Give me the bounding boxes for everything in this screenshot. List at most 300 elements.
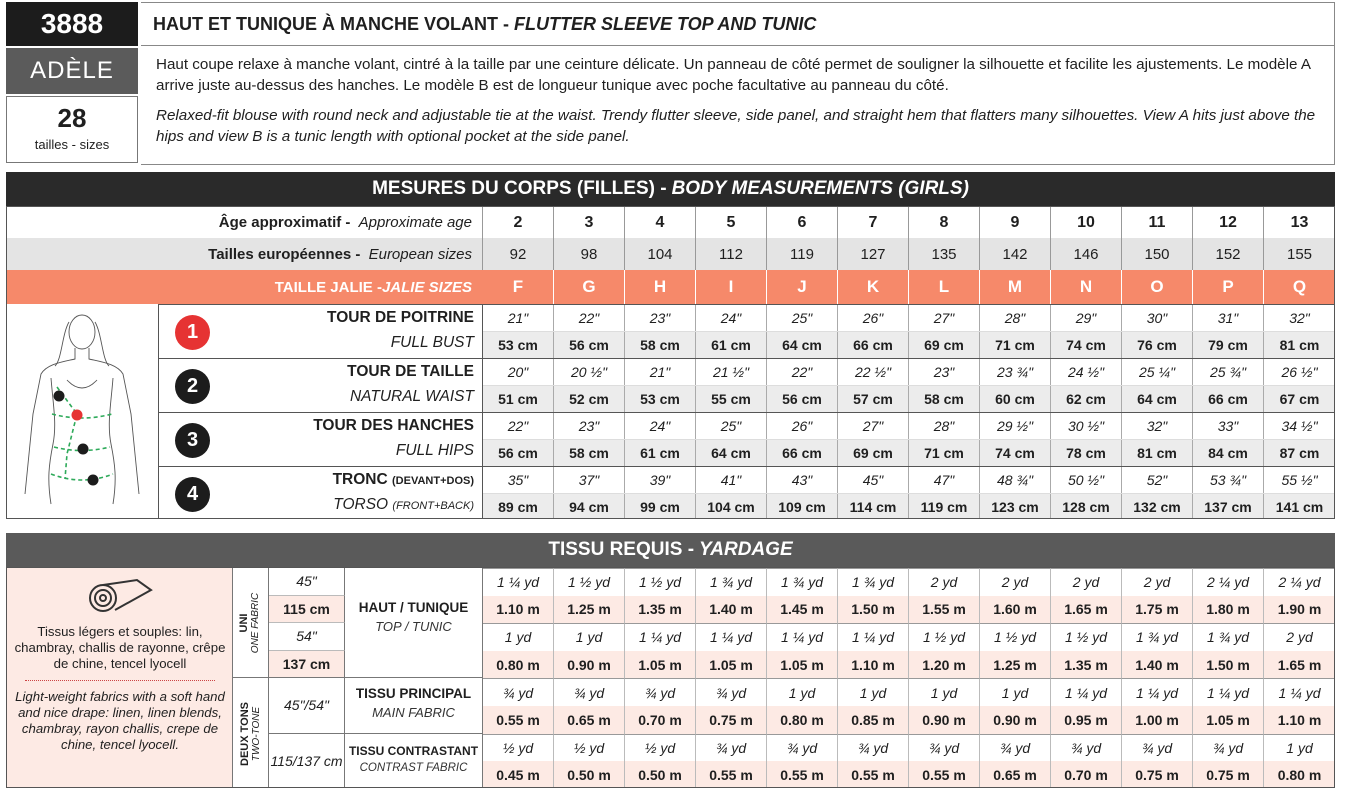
fabrics-fr: Tissus légers et souples: lin, chambray, challis de rayonne, crêpe de chine, tencel lyocell	[14, 624, 226, 671]
inches-row	[483, 359, 1335, 385]
yardage-yd-value: 1 yd	[767, 678, 838, 706]
jalie-size-cell: L	[909, 270, 980, 304]
yardage-yd-row	[483, 568, 1335, 596]
yardage-yd-value: 1 ½ yd	[625, 568, 696, 596]
width-115cm: 115 cm	[269, 596, 345, 624]
cm-value: 119 cm	[909, 494, 980, 519]
inch-value: 21"	[483, 305, 554, 331]
cm-value: 114 cm	[838, 494, 909, 519]
yardage-title-fr: TISSU REQUIS -	[548, 539, 695, 560]
yardage-m-value: 1.40 m	[696, 596, 767, 624]
eu-size-cell: 150	[1122, 238, 1193, 270]
cm-value: 56 cm	[483, 440, 554, 466]
measurement-name-fr	[313, 417, 474, 435]
yardage-yd-value: 1 ¼ yd	[696, 623, 767, 651]
jalie-size-cell: M	[980, 270, 1051, 304]
two-tone-fr: DEUX TONS	[238, 701, 251, 766]
inch-value: 25 ¼"	[1122, 359, 1193, 385]
yardage-m-value: 0.75 m	[696, 706, 767, 734]
inches-row	[483, 467, 1335, 493]
description-fr: Haut coupe relaxe à manche volant, cintré à la taille par une ceinture délicate. Un panneau de côté permet de souligner la silhouette et facilite les ajustements. Le modèle A arrive juste au-dessus des hanches. Le modèle B est de longueur tunique avec poche facultative au panneau du côté.	[156, 56, 1311, 94]
measurement-name-fr-note: (DEVANT+DOS)	[392, 475, 474, 487]
cm-value: 61 cm	[696, 332, 767, 358]
yardage-m-value: 1.50 m	[838, 596, 909, 624]
yardage-yd-value: 1 ¾ yd	[696, 568, 767, 596]
yardage-yd-value: 1 yd	[554, 623, 625, 651]
yardage-yd-value: ¾ yd	[1051, 734, 1122, 762]
garment-top-tunic	[345, 568, 483, 678]
jalie-size-cell: Q	[1292, 277, 1307, 296]
cm-value: 94 cm	[554, 494, 625, 519]
cm-value: 62 cm	[1051, 386, 1122, 412]
jalie-size-cell: G	[554, 270, 625, 304]
yardage-yd-value: 1 yd	[980, 678, 1051, 706]
measurement-name-en-text: NATURAL WAIST	[349, 388, 474, 405]
cm-row	[483, 331, 1335, 358]
measurement-block	[159, 412, 1335, 466]
yardage-yd-value: 1 ¾ yd	[838, 568, 909, 596]
cm-value: 60 cm	[980, 386, 1051, 412]
one-fabric-label	[233, 568, 269, 678]
cm-value: 76 cm	[1122, 332, 1193, 358]
measurement-number-badge: 4	[175, 477, 210, 512]
measurement-name-fr-text: TOUR DE TAILLE	[347, 363, 474, 380]
inch-value: 45"	[838, 467, 909, 493]
inch-value: 47"	[909, 467, 980, 493]
measurement-values	[483, 413, 1335, 466]
yardage-m-value: 1.35 m	[625, 596, 696, 624]
yardage-yd-value: ½ yd	[483, 734, 554, 762]
width-54in: 54"	[269, 623, 345, 651]
jalie-label-en: JALIE SIZES	[381, 278, 472, 296]
yardage-yd-value: 1 ¼ yd	[625, 623, 696, 651]
inch-value: 33"	[1193, 413, 1264, 439]
fabrics-en: Light-weight fabrics with a soft hand and nice drape: linen, linen blends, chambray, rayon challis, crepe de chine, tencel lyocell.	[15, 689, 225, 752]
yardage-m-value: 0.45 m	[483, 761, 554, 788]
eu-sizes-row	[7, 238, 1335, 270]
inch-value: 41"	[696, 467, 767, 493]
yardage-yd-row	[483, 734, 1335, 762]
yardage-m-value: 1.05 m	[625, 651, 696, 679]
inch-value: 30"	[1122, 305, 1193, 331]
jalie-size-cell: N	[1051, 270, 1122, 304]
width-45in: 45"	[269, 568, 345, 596]
eu-size-cell: 142	[980, 238, 1051, 270]
yardage-m-value: 0.65 m	[980, 761, 1051, 788]
yardage-yd-value: ½ yd	[625, 734, 696, 762]
cm-value: 69 cm	[909, 332, 980, 358]
age-cell: 3	[554, 207, 625, 238]
measurement-values	[483, 359, 1335, 412]
cm-value: 61 cm	[625, 440, 696, 466]
inch-value: 24 ½"	[1051, 359, 1122, 385]
measurement-name-fr-text: TOUR DE POITRINE	[327, 309, 474, 326]
yardage-yd-value: ¾ yd	[554, 678, 625, 706]
jalie-size-cell: F	[483, 270, 554, 304]
yardage-m-value: 1.45 m	[767, 596, 838, 624]
yardage-m-value: 1.60 m	[980, 596, 1051, 624]
yardage-m-value: 0.80 m	[483, 651, 554, 679]
cm-value: 66 cm	[767, 440, 838, 466]
cm-value: 137 cm	[1193, 494, 1264, 519]
cm-value: 132 cm	[1122, 494, 1193, 519]
jalie-sizes-row	[7, 270, 1335, 304]
yardage-m-value: 0.85 m	[838, 706, 909, 734]
cm-value: 109 cm	[767, 494, 838, 519]
age-cell: 9	[980, 207, 1051, 238]
garment-top-fr: HAUT / TUNIQUE	[358, 600, 469, 615]
yardage-m-value: 0.55 m	[767, 761, 838, 788]
age-cell: 4	[625, 207, 696, 238]
yardage-m-value: 1.65 m	[1051, 596, 1122, 624]
yardage-yd-value: 2 yd	[1051, 568, 1122, 596]
measurements-title-en: BODY MEASUREMENTS (GIRLS)	[671, 178, 969, 199]
yardage-yd-value: 2 yd	[909, 568, 980, 596]
cm-row	[483, 439, 1335, 466]
inch-value: 25"	[696, 413, 767, 439]
measurement-number-badge: 2	[175, 369, 210, 404]
yardage-m-value: 0.55 m	[909, 761, 980, 788]
cm-value: 66 cm	[838, 332, 909, 358]
yardage-yd-value: 1 ¼ yd	[1193, 678, 1264, 706]
inch-value: 43"	[767, 467, 838, 493]
yardage-m-value: 1.25 m	[980, 651, 1051, 679]
eu-size-cell: 119	[767, 238, 838, 270]
yardage-m-value: 1.10 m	[838, 651, 909, 679]
yardage-m-value: 1.20 m	[909, 651, 980, 679]
yardage-m-value: 1.80 m	[1193, 596, 1264, 624]
yardage-m-value: 1.05 m	[696, 651, 767, 679]
yardage-yd-value: 1 ½ yd	[554, 568, 625, 596]
yardage-m-value: 0.90 m	[980, 706, 1051, 734]
yardage-m-value: 0.90 m	[909, 706, 980, 734]
cm-row	[483, 385, 1335, 412]
cm-value: 55 cm	[696, 386, 767, 412]
age-cell: 8	[909, 207, 980, 238]
cm-value: 123 cm	[980, 494, 1051, 519]
yardage-yd-value: 1 ¼ yd	[767, 623, 838, 651]
sizes-count: 28	[57, 103, 87, 133]
inch-value: 34 ½"	[1281, 418, 1318, 435]
inch-value: 50 ½"	[1051, 467, 1122, 493]
cm-value: 58 cm	[625, 332, 696, 358]
measurement-name-fr	[333, 471, 474, 489]
yardage-yd-value: 1 ¾ yd	[767, 568, 838, 596]
eu-label	[7, 238, 483, 270]
yardage-m-value: 1.05 m	[1193, 706, 1264, 734]
inch-value: 20 ½"	[554, 359, 625, 385]
cm-row	[483, 493, 1335, 519]
main-fabric-en: MAIN FABRIC	[372, 705, 455, 721]
inch-value: 23"	[909, 359, 980, 385]
inch-value: 20"	[483, 359, 554, 385]
jalie-size-cell: J	[767, 270, 838, 304]
cm-value: 58 cm	[909, 386, 980, 412]
inch-value: 25 ¾"	[1193, 359, 1264, 385]
cm-value: 74 cm	[1051, 332, 1122, 358]
inch-value: 48 ¾"	[980, 467, 1051, 493]
two-tone-label	[233, 678, 269, 788]
one-fabric-fr: UNI	[238, 613, 251, 632]
eu-size-cell: 98	[554, 238, 625, 270]
yardage-m-row	[483, 596, 1335, 624]
width-137cm: 137 cm	[269, 651, 345, 679]
cm-value: 66 cm	[1193, 386, 1264, 412]
yardage-yd-value: ¾ yd	[625, 678, 696, 706]
inch-value: 22"	[483, 413, 554, 439]
inch-value: 37"	[554, 467, 625, 493]
yardage-yd-value: 1 ¼ yd	[1051, 678, 1122, 706]
measurement-name-fr	[347, 363, 474, 381]
yardage-m-value: 0.70 m	[1051, 761, 1122, 788]
yardage-m-value: 1.50 m	[1193, 651, 1264, 679]
age-label-en: Approximate age	[358, 214, 472, 231]
yardage-yd-value: ½ yd	[554, 734, 625, 762]
yardage-yd-row	[483, 678, 1335, 706]
age-cell: 13	[1290, 213, 1309, 231]
cm-value: 104 cm	[696, 494, 767, 519]
eu-label-en: European sizes	[368, 245, 472, 263]
measurement-name-en-text: FULL HIPS	[395, 442, 474, 459]
inch-value: 23"	[625, 305, 696, 331]
cm-value: 84 cm	[1193, 440, 1264, 466]
yardage-m-value: 1.90 m	[1277, 601, 1322, 618]
title-fr: HAUT ET TUNIQUE À MANCHE VOLANT -	[153, 13, 509, 34]
jalie-size-cell: K	[838, 270, 909, 304]
description	[141, 46, 1335, 165]
inch-value: 32"	[1122, 413, 1193, 439]
cm-value: 64 cm	[1122, 386, 1193, 412]
eu-size-cell: 135	[909, 238, 980, 270]
yardage-yd-value: 1 ¼ yd	[1264, 678, 1335, 706]
eu-size-cell: 155	[1286, 245, 1313, 263]
sizes-box	[6, 96, 138, 163]
inch-value: 21 ½"	[696, 359, 767, 385]
garment-main-fabric	[345, 678, 483, 733]
inch-value: 23 ¾"	[980, 359, 1051, 385]
yardage-m-value: 1.10 m	[483, 596, 554, 624]
body-figure-illustration	[7, 304, 157, 518]
yardage-m-row	[483, 761, 1335, 788]
inch-value: 28"	[980, 305, 1051, 331]
yardage-yd-value: 2 yd	[1264, 623, 1335, 651]
yardage-m-value: 1.05 m	[767, 651, 838, 679]
yardage-yd-value: 1 ½ yd	[980, 623, 1051, 651]
main-fabric-fr: TISSU PRINCIPAL	[355, 686, 472, 702]
age-label	[7, 207, 483, 238]
body-figure	[7, 304, 159, 519]
yardage-m-value: 0.50 m	[625, 761, 696, 788]
eu-size-cell: 104	[625, 238, 696, 270]
yardage-yd-value: 1 ¼ yd	[1122, 678, 1193, 706]
cm-value: 56 cm	[767, 386, 838, 412]
cm-value: 69 cm	[838, 440, 909, 466]
width-115-137cm: 115/137 cm	[269, 734, 345, 788]
yardage-title	[6, 533, 1335, 567]
inch-value: 23"	[554, 413, 625, 439]
inch-value: 29 ½"	[980, 413, 1051, 439]
yardage-yd-value: 1 yd	[1264, 734, 1335, 762]
inches-row	[483, 413, 1335, 439]
inch-value: 35"	[483, 467, 554, 493]
cm-value: 79 cm	[1193, 332, 1264, 358]
contrast-fabric-fr: TISSU CONTRASTANT	[348, 743, 479, 758]
yardage-m-value: 1.55 m	[909, 596, 980, 624]
measurements-title-fr: MESURES DU CORPS (FILLES) -	[372, 178, 667, 199]
yardage-yd-row	[483, 623, 1335, 651]
yardage-m-value: 0.55 m	[696, 761, 767, 788]
measurement-name-en	[333, 496, 474, 514]
yardage-yd-value: 1 ¼ yd	[483, 568, 554, 596]
cm-value: 67 cm	[1279, 391, 1320, 408]
measurements-title	[6, 172, 1335, 206]
yardage-m-row	[483, 706, 1335, 734]
age-cell: 12	[1193, 207, 1264, 238]
fabric-roll-icon	[85, 576, 155, 616]
yardage-m-value: 0.70 m	[625, 706, 696, 734]
yardage-yd-value: 1 ½ yd	[909, 623, 980, 651]
cm-value: 71 cm	[980, 332, 1051, 358]
inch-value: 53 ¾"	[1193, 467, 1264, 493]
yardage-m-value: 0.55 m	[483, 706, 554, 734]
yardage-m-value: 1.65 m	[1277, 656, 1322, 673]
age-cell: 10	[1051, 207, 1122, 238]
title-en: FLUTTER SLEEVE TOP AND TUNIC	[513, 13, 817, 34]
inch-value: 52"	[1122, 467, 1193, 493]
inch-value: 22"	[554, 305, 625, 331]
inch-value: 27"	[838, 413, 909, 439]
cm-value: 64 cm	[767, 332, 838, 358]
yardage-yd-value: ¾ yd	[696, 678, 767, 706]
cm-value: 53 cm	[483, 332, 554, 358]
cm-value: 52 cm	[554, 386, 625, 412]
cm-value: 81 cm	[1122, 440, 1193, 466]
inch-value: 39"	[625, 467, 696, 493]
inch-value: 21"	[625, 359, 696, 385]
measurement-name-fr-text: TOUR DES HANCHES	[313, 417, 474, 434]
eu-size-cell: 146	[1051, 238, 1122, 270]
inch-value: 28"	[909, 413, 980, 439]
measurement-block	[159, 304, 1335, 358]
yardage-yd-value: 1 yd	[483, 623, 554, 651]
yardage-m-value: 1.35 m	[1051, 651, 1122, 679]
yardage-title-en: YARDAGE	[699, 539, 793, 560]
eu-size-cell: 112	[696, 238, 767, 270]
measurement-label	[159, 413, 483, 466]
yardage-m-value: 0.55 m	[838, 761, 909, 788]
fabric-recommendation	[7, 568, 233, 788]
yardage-m-value: 0.95 m	[1051, 706, 1122, 734]
yardage-m-value: 1.00 m	[1122, 706, 1193, 734]
cm-value: 74 cm	[980, 440, 1051, 466]
inch-value: 22"	[767, 359, 838, 385]
yardage-m-value: 0.80 m	[1277, 766, 1322, 783]
yardage-yd-value: 1 ½ yd	[1051, 623, 1122, 651]
jalie-label	[7, 270, 483, 304]
inch-value: 31"	[1193, 305, 1264, 331]
yardage-yd-value: ¾ yd	[767, 734, 838, 762]
yardage-m-value: 0.65 m	[554, 706, 625, 734]
cm-value: 99 cm	[625, 494, 696, 519]
yardage-yd-value: 2 yd	[1122, 568, 1193, 596]
yardage-table	[6, 567, 1335, 788]
cm-value: 87 cm	[1279, 445, 1320, 462]
measurement-values	[483, 305, 1335, 358]
eu-size-cell: 152	[1193, 238, 1264, 270]
measurement-number-badge: 1	[175, 315, 210, 350]
cm-value: 81 cm	[1279, 337, 1320, 354]
cm-value: 141 cm	[1275, 499, 1324, 516]
yardage-values	[483, 568, 1335, 788]
inch-value: 26"	[838, 305, 909, 331]
measurement-label	[159, 359, 483, 412]
yardage-yd-value: ¾ yd	[909, 734, 980, 762]
age-cell: 5	[696, 207, 767, 238]
measurement-name-en	[396, 442, 474, 460]
inch-value: 24"	[625, 413, 696, 439]
yardage-m-value: 0.75 m	[1122, 761, 1193, 788]
measurement-values	[483, 467, 1335, 519]
one-fabric-en: ONE FABRIC	[250, 592, 262, 653]
cm-value: 53 cm	[625, 386, 696, 412]
yardage-m-value: 0.80 m	[767, 706, 838, 734]
inch-value: 26 ½"	[1281, 364, 1318, 381]
yardage-m-value: 1.10 m	[1277, 711, 1322, 728]
yardage-yd-value: 1 ¾ yd	[1122, 623, 1193, 651]
inch-value: 30 ½"	[1051, 413, 1122, 439]
inch-value: 26"	[767, 413, 838, 439]
jalie-size-cell: I	[696, 270, 767, 304]
age-label-fr: Âge approximatif -	[218, 214, 355, 231]
measurement-name-en-note: (FRONT+BACK)	[392, 500, 474, 512]
garment-contrast-fabric	[345, 734, 483, 788]
measurement-number-badge: 3	[175, 423, 210, 458]
yardage-yd-value: 1 ¾ yd	[1193, 623, 1264, 651]
inches-row	[483, 305, 1335, 331]
yardage-m-value: 0.90 m	[554, 651, 625, 679]
inch-value: 27"	[909, 305, 980, 331]
age-cell: 2	[483, 207, 554, 238]
yardage-yd-value: ¾ yd	[1122, 734, 1193, 762]
age-cell: 11	[1122, 207, 1193, 238]
yardage-yd-value: 2 ¼ yd	[1193, 568, 1264, 596]
measurement-label	[159, 305, 483, 358]
cm-value: 71 cm	[909, 440, 980, 466]
eu-size-cell: 92	[483, 238, 554, 270]
inch-value: 55 ½"	[1281, 472, 1318, 489]
measurement-name-fr-text: TRONC	[332, 471, 392, 488]
yardage-m-value: 1.40 m	[1122, 651, 1193, 679]
age-cell: 6	[767, 207, 838, 238]
yardage-yd-value: 1 yd	[909, 678, 980, 706]
pattern-title	[141, 2, 1335, 46]
width-45-54in: 45"/54"	[269, 678, 345, 733]
cm-value: 128 cm	[1051, 494, 1122, 519]
yardage-m-value: 0.50 m	[554, 761, 625, 788]
yardage-yd-value: ¾ yd	[483, 678, 554, 706]
measurements-table	[6, 206, 1335, 519]
measurement-name-en	[350, 388, 474, 406]
eu-size-cell: 127	[838, 238, 909, 270]
age-cell: 7	[838, 207, 909, 238]
measurement-name-en	[391, 334, 474, 352]
measurement-name-en-text: TORSO	[333, 496, 393, 513]
yardage-m-value: 1.75 m	[1122, 596, 1193, 624]
pattern-name: ADÈLE	[6, 48, 138, 94]
garment-top-en: TOP / TUNIC	[375, 619, 452, 634]
cm-value: 57 cm	[838, 386, 909, 412]
measurement-block	[159, 466, 1335, 519]
